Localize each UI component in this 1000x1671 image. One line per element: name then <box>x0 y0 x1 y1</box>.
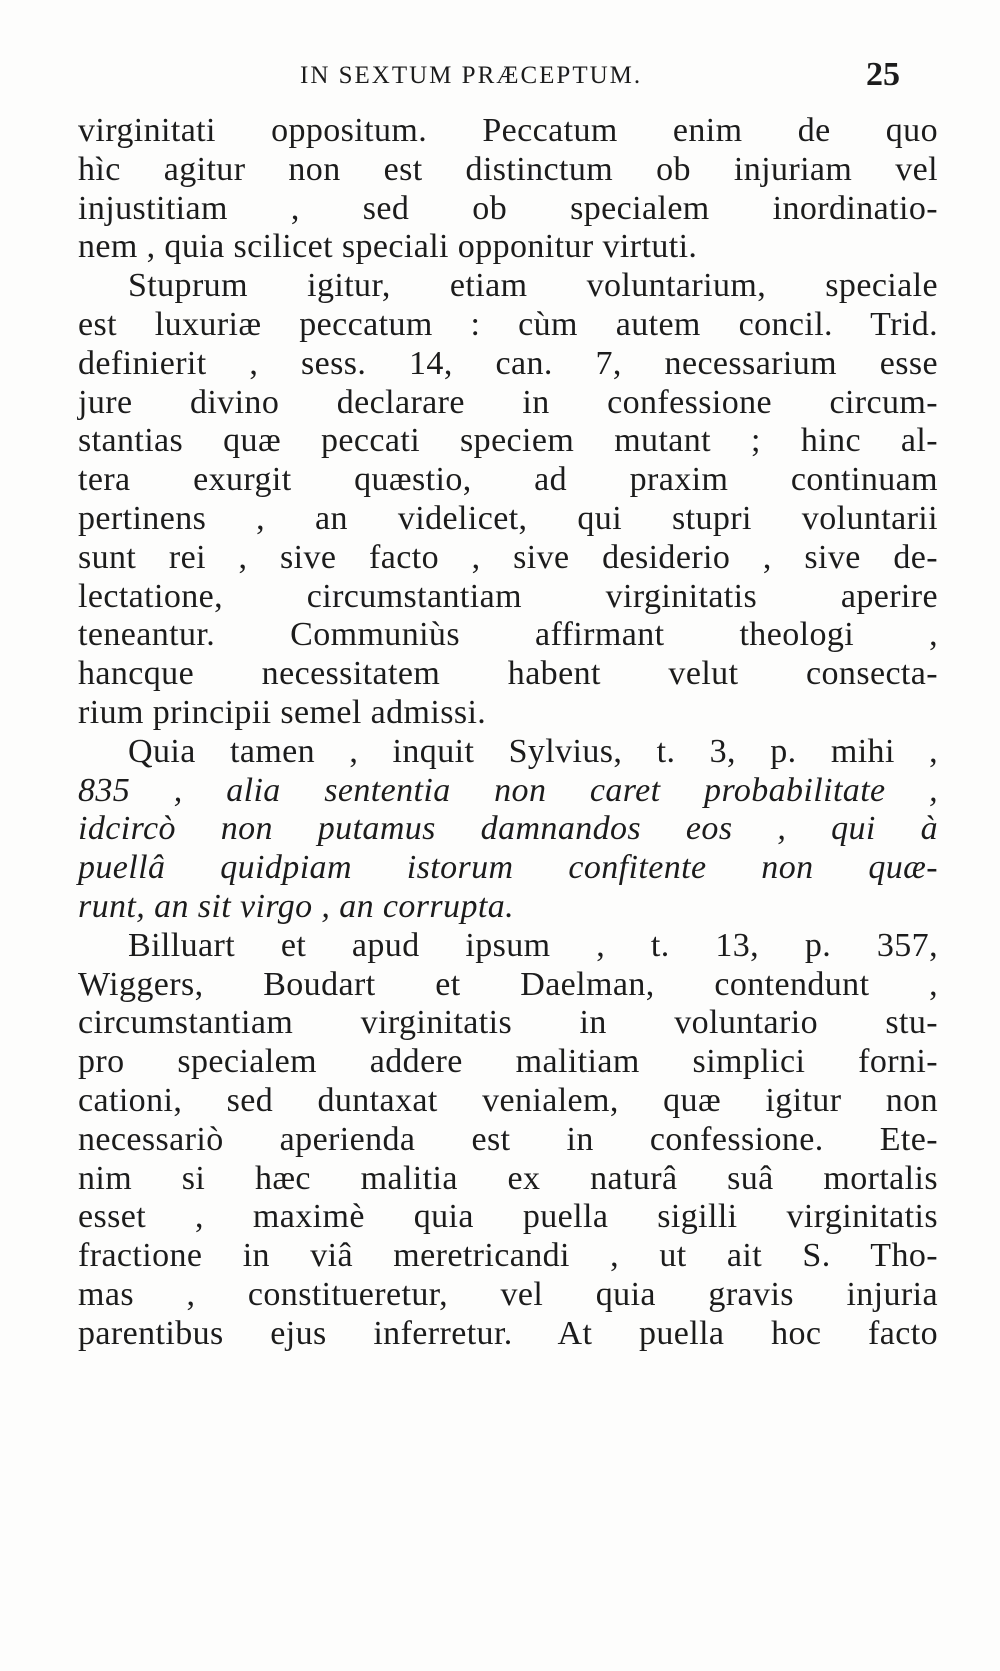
text-line: virginitati oppositum. Peccatum enim de quo <box>78 112 938 149</box>
text-line: hìc agitur non est distinctum ob injuriam vel <box>78 150 938 188</box>
text-line: lectatione, circumstantiam virginitatis aperire <box>78 577 938 615</box>
text-line: parentibus ejus inferretur. At puella hoc facto <box>78 1314 938 1352</box>
text-line: stantias quæ peccati speciem mutant ; hinc al- <box>78 422 938 460</box>
text-line: pertinens , an videlicet, qui stupri voluntarii <box>78 499 938 537</box>
text-line: tera exurgit quæstio, ad praxim continuam <box>78 461 938 499</box>
text-line: puellâ quidpiam istorum confitente non quæ- <box>78 849 938 887</box>
text-line: injustitiam , sed ob specialem inordinatio- <box>78 189 938 227</box>
text-line: fractione in viâ meretricandi , ut ait S. Tho- <box>78 1237 938 1275</box>
text-line: 835 , alia sententia non caret probabilitate , <box>78 771 938 809</box>
text-line: est luxuriæ peccatum : cùm autem concil. Trid. <box>78 305 938 343</box>
running-title: IN SEXTUM PRÆCEPTUM. <box>300 62 643 89</box>
text-line: jure divino declarare in confessione circum- <box>78 383 938 421</box>
text-line: Wiggers, Boudart et Daelman, contendunt , <box>78 965 938 1003</box>
text-line: definierit , sess. 14, can. 7, necessarium esse <box>78 344 938 382</box>
text-line: Billuart et apud ipsum , t. 13, p. 357, <box>128 926 938 964</box>
text-line: rium principii semel admissi. <box>78 693 487 731</box>
text-line: mas , constitueretur, vel quia gravis injuria <box>78 1275 938 1313</box>
text-line: nem , quia scilicet speciali opponitur virtuti. <box>78 228 698 266</box>
text-line: circumstantiam virginitatis in voluntario stu- <box>78 1004 938 1042</box>
text-line: runt, an sit virgo , an corrupta. <box>78 887 515 925</box>
text-line: cationi, sed duntaxat venialem, quæ igitur non <box>78 1081 938 1119</box>
text-line: Stuprum igitur, etiam voluntarium, speciale <box>128 267 938 305</box>
text-line: hancque necessitatem habent velut consecta- <box>78 655 938 693</box>
text-line: sunt rei , sive facto , sive desiderio , sive de- <box>78 538 938 576</box>
running-head <box>0 56 1000 96</box>
text-line: necessariò aperienda est in confessione. Ete- <box>78 1120 938 1158</box>
body-text <box>78 112 938 1354</box>
text-line: idcircò non putamus damnandos eos , qui à <box>78 810 938 848</box>
page-number: 25 <box>866 56 900 93</box>
text-line: teneantur. Communiùs affirmant theologi , <box>78 616 938 654</box>
text-line: Quia tamen , inquit Sylvius, t. 3, p. mihi , <box>128 732 938 770</box>
text-line: pro specialem addere malitiam simplici forni- <box>78 1043 938 1081</box>
text-line: esset , maximè quia puella sigilli virginitatis <box>78 1198 938 1236</box>
text-line: nim si hæc malitia ex naturâ suâ mortalis <box>78 1159 938 1197</box>
